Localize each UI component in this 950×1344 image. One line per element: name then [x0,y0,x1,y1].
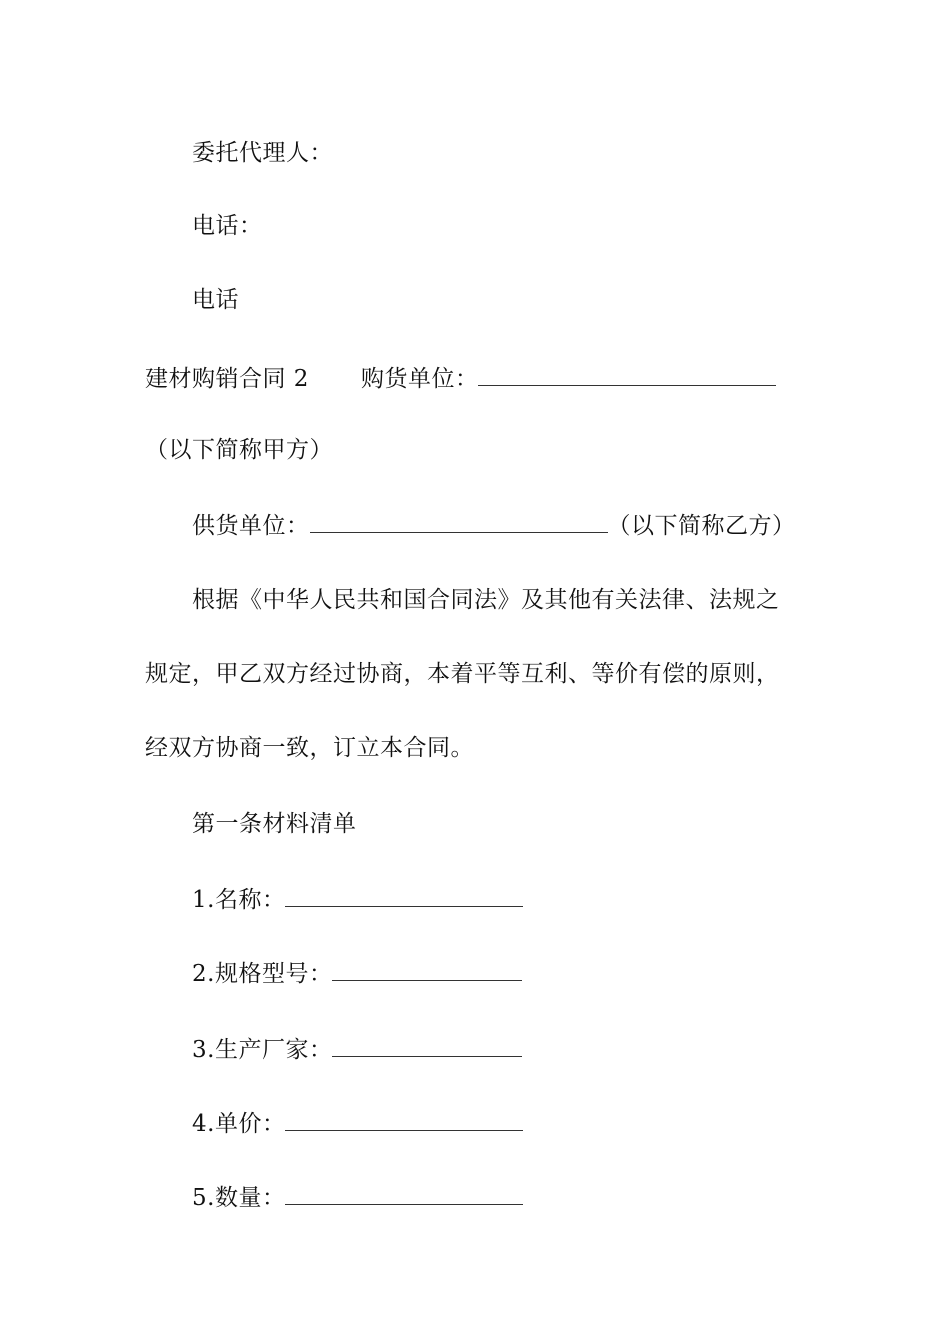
item-name-blank[interactable] [285,882,523,907]
item-quantity-label: 5.数量： [192,1185,286,1211]
item-spec-label: 2.规格型号： [192,961,333,987]
article1-heading: 第一条材料清单 [192,811,357,837]
buyer-note: （以下简称甲方） [145,437,333,463]
item-manufacturer-label: 3.生产厂家： [192,1037,333,1063]
seller-note: （以下简称乙方） [607,513,796,539]
agent-label: 委托代理人： [192,140,333,166]
item-name-row [192,882,822,916]
item-manufacturer-blank[interactable] [332,1032,522,1057]
item-price-blank[interactable] [285,1106,523,1131]
item-manufacturer-row [192,1032,822,1066]
item-quantity-row [192,1180,822,1214]
preamble-line-3: 经双方协商一致，订立本合同。 [145,735,474,761]
item-quantity-blank[interactable] [285,1180,523,1205]
preamble-line-1: 根据《中华人民共和国合同法》及其他有关法律、法规之 [192,587,780,613]
item-spec-row [192,956,822,990]
contract-title-row [145,361,815,395]
seller-label: 供货单位： [192,513,310,539]
preamble-line-2: 规定，甲乙双方经过协商，本着平等互利、等价有偿的原则， [145,661,780,687]
contract-title: 建材购销合同 2 [145,366,309,392]
phone-label-2: 电话 [192,287,239,313]
item-price-label: 4.单价： [192,1111,286,1137]
phone-label: 电话： [192,213,263,239]
seller-blank[interactable] [310,508,608,533]
item-price-row [192,1106,822,1140]
buyer-label: 购货单位： [360,366,479,392]
item-spec-blank[interactable] [332,956,522,981]
seller-row [192,508,822,542]
item-name-label: 1.名称： [192,887,286,913]
buyer-blank[interactable] [478,361,776,386]
